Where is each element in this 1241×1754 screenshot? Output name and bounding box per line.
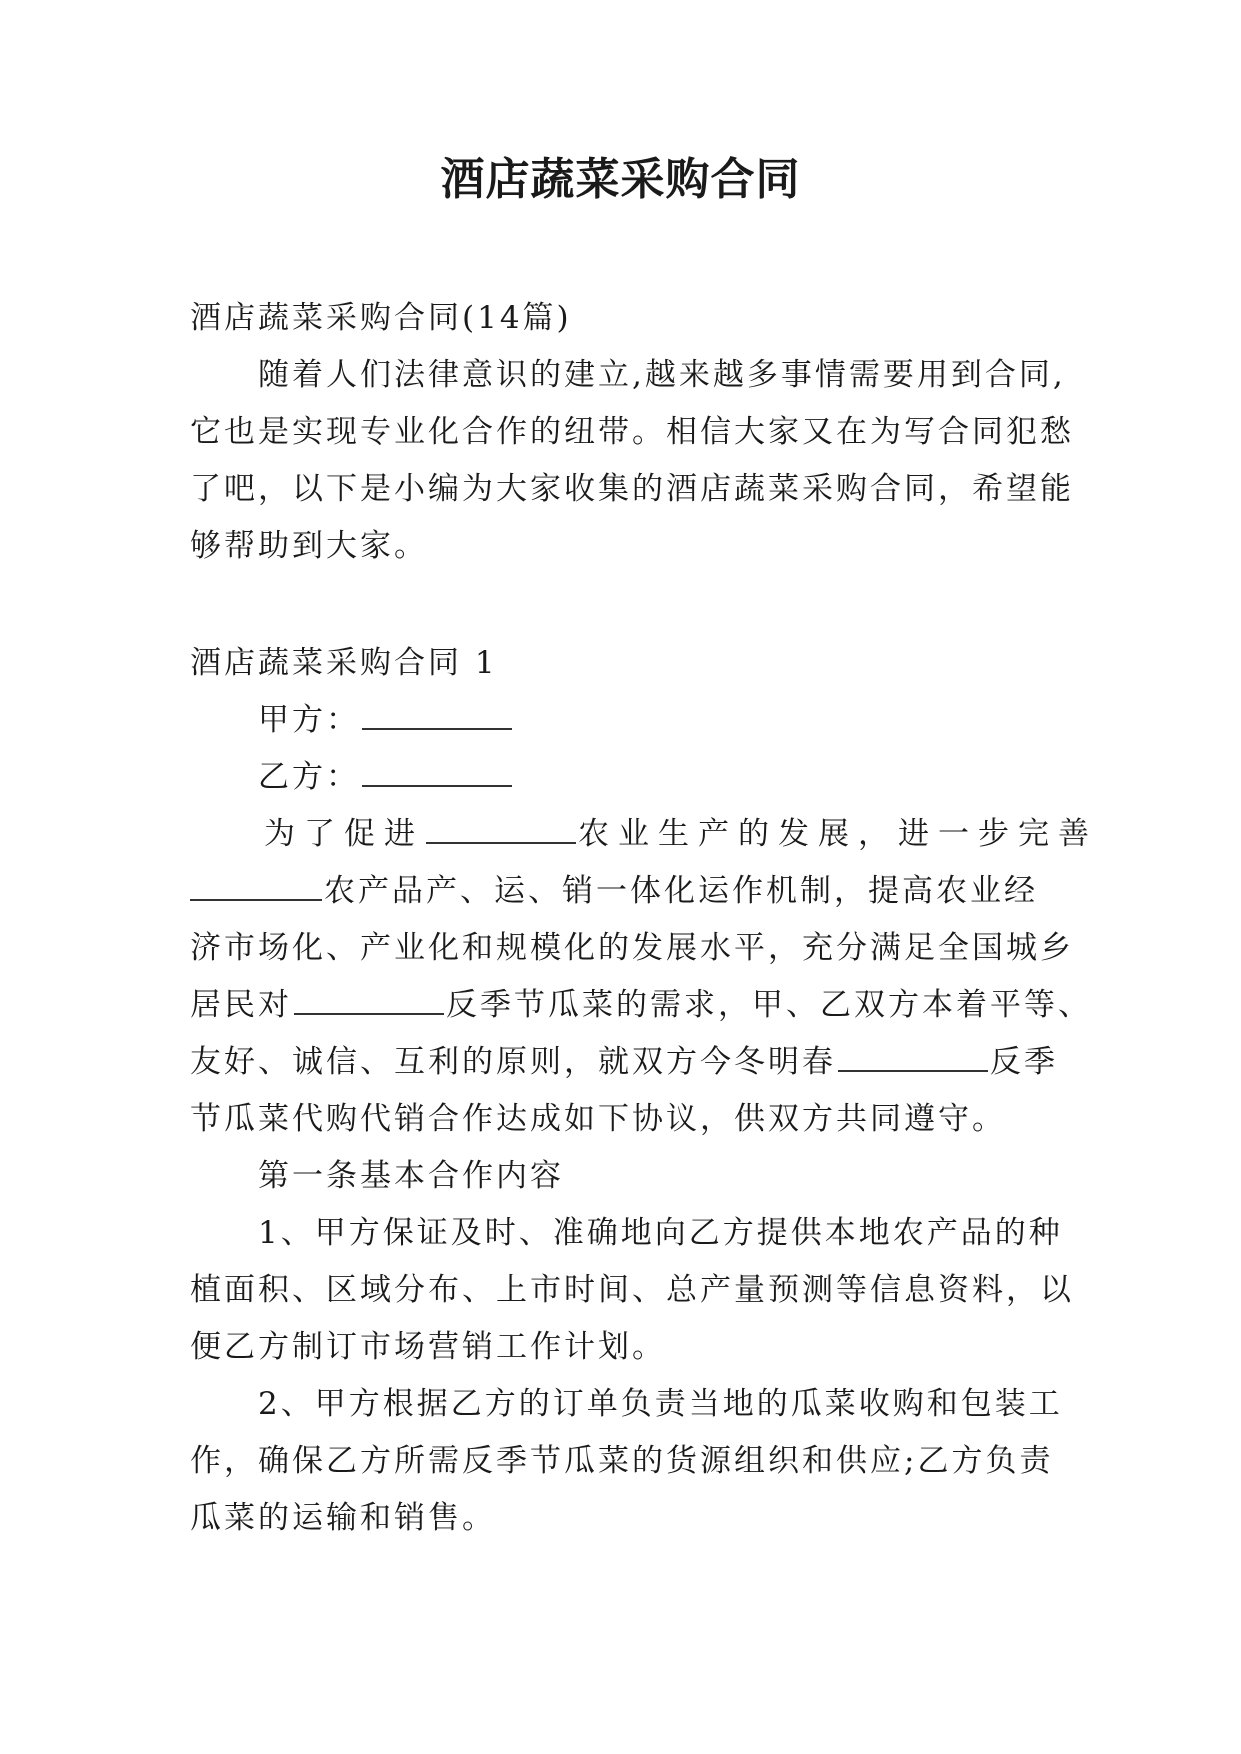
preamble-line-4 bbox=[190, 985, 1092, 1025]
intro-line-1: 随着人们法律意识的建立,越来越多事情需要用到合同, bbox=[258, 357, 1066, 393]
clause-1-line-3: 便乙方制订市场营销工作计划。 bbox=[190, 1329, 666, 1365]
preamble-line-6: 节瓜菜代购代销合作达成如下协议，供双方共同遵守。 bbox=[190, 1101, 1006, 1137]
preamble-blank-2 bbox=[190, 873, 322, 901]
preamble-line-2 bbox=[190, 871, 1038, 911]
clause-2-line-2: 作，确保乙方所需反季节瓜菜的货源组织和供应;乙方负责 bbox=[190, 1443, 1054, 1479]
section-heading: 酒店蔬菜采购合同 1 bbox=[190, 645, 498, 681]
preamble-line-1 bbox=[264, 814, 1098, 854]
clause-1-line-1: 1、甲方保证及时、准确地向乙方提供本地农产品的种 bbox=[258, 1215, 1063, 1251]
party-a-blank bbox=[362, 702, 512, 730]
preamble-text: 农产品产、运、销一体化运作机制，提高农业经 bbox=[324, 873, 1038, 909]
party-a-label: 甲方： bbox=[258, 702, 360, 738]
preamble-blank-3 bbox=[294, 987, 444, 1015]
preamble-text: 居民对 bbox=[190, 987, 292, 1023]
preamble-text: 反季节瓜菜的需求，甲、乙双方本着平等、 bbox=[446, 987, 1092, 1023]
preamble-blank-1 bbox=[426, 816, 576, 844]
intro-line-3: 了吧，以下是小编为大家收集的酒店蔬菜采购合同，希望能 bbox=[190, 471, 1074, 507]
clause-2-line-1: 2、甲方根据乙方的订单负责当地的瓜菜收购和包装工 bbox=[258, 1386, 1063, 1422]
clause-2-line-3: 瓜菜的运输和销售。 bbox=[190, 1500, 496, 1536]
clause-1-line-2: 植面积、区域分布、上市时间、总产量预测等信息资料，以 bbox=[190, 1272, 1074, 1308]
intro-line-2: 它也是实现专业化合作的纽带。相信大家又在为写合同犯愁 bbox=[190, 414, 1074, 450]
article-1-heading: 第一条基本合作内容 bbox=[258, 1158, 564, 1194]
preamble-text: 反季 bbox=[990, 1044, 1058, 1080]
preamble-text: 农业生产的发展，进一步完善 bbox=[578, 816, 1098, 852]
intro-line-4: 够帮助到大家。 bbox=[190, 528, 428, 564]
preamble-text: 友好、诚信、互利的原则，就双方今冬明春 bbox=[190, 1044, 836, 1080]
preamble-blank-4 bbox=[838, 1044, 988, 1072]
party-b-blank bbox=[362, 759, 512, 787]
party-b-label: 乙方： bbox=[258, 759, 360, 795]
party-b-line bbox=[258, 757, 514, 797]
preamble-text: 为了促进 bbox=[264, 816, 424, 852]
preamble-line-5 bbox=[190, 1042, 1058, 1082]
preamble-line-3: 济市场化、产业化和规模化的发展水平，充分满足全国城乡 bbox=[190, 930, 1074, 966]
party-a-line bbox=[258, 700, 514, 740]
document-subtitle: 酒店蔬菜采购合同(14篇) bbox=[190, 300, 572, 336]
document-title: 酒店蔬菜采购合同 bbox=[440, 154, 801, 205]
